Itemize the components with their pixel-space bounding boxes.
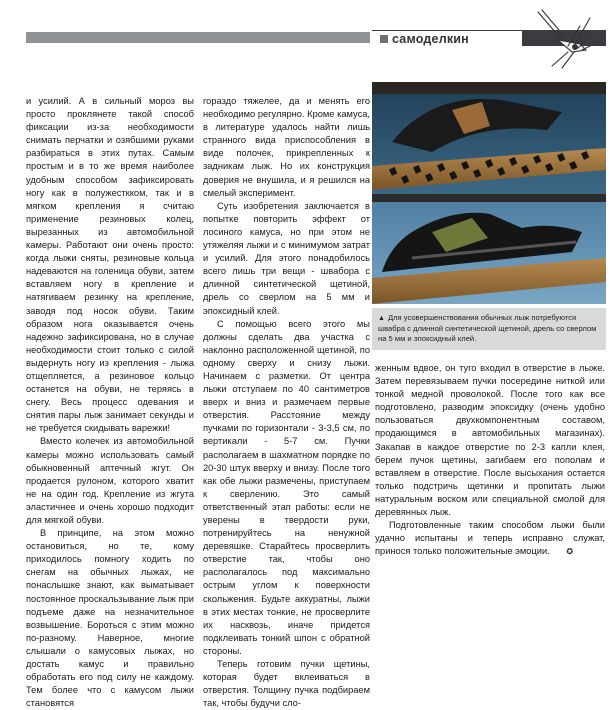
- magazine-title: [372, 31, 522, 46]
- header-bar-left: [26, 32, 370, 43]
- article-column-1: [26, 95, 194, 710]
- col1-paragraph-1: и усилий. А в сильный мороз вы просто проклянете такой способ фиксации из-за необходимости снимать перчатки и озябшими руками разбираться в этих путах. Самым простым и в то же время наиболее удобным способом зафиксировать ногу как в полужесткком, так и в мягком крепления я считаю применение резиновых колец, вырезанных из автомобильной камеры. Работают они очень просто: когда лыжи сняты, резиновые кольца надеваются на голеница обуви, затем вставляем ногу в крепление и натягиваем резинку на крепление, заводя под носок обуви. Таким образом нога оказывается очень надежно зафиксирована, но в случае необходимости стоит только с силой выдернуть ногу из крепления - лыжа отщепляется, а резиновое кольцо останется на обуви, не теряясь в снегу. Весь процесс одевания и снятия пары лыж занимает секунды и не требуется скидывать варежки!: [26, 96, 194, 434]
- col2-paragraph-2: Суть изобретения заключается в попытке повторить эффект от лосиного камуса, но при этом не утяжеляя лыжи и с минимумом затрат и усилий. Для этого понадобилось всего лишь три вещи - шваборa с длинной синтетической щетиной, дрель со сверлом на 5 мм и эпоксидный клей.: [203, 200, 370, 316]
- photo-caption: [372, 308, 606, 350]
- col2-paragraph-4: Теперь готовим пучки щетины, которая будет вклеиваться в отверстия. Толщину пучка подбираем так, чтобы будучи сло-: [203, 659, 370, 709]
- multitool-logo-icon: [528, 6, 606, 70]
- col3-paragraph-2-text: Подготовленные таким способом лыжи были удачно испытаны и теперь исправно служат, принося только положительные эмоции.: [375, 520, 605, 557]
- article-column-2: [203, 95, 370, 710]
- caption-triangle-icon: ▲: [378, 315, 385, 322]
- col3-paragraph-2: [375, 519, 605, 558]
- ski-photo-illustration: [372, 82, 606, 304]
- col2-paragraph-3: С помощью всего этого мы должны сделать два участка с наклонно расположенной щетиной, по одному сверху и снизу лыжи. Начинаем с разметки. От центра лыжи отступаем по 40 сантиметров вверх и вниз и размечаем первые отверстия. Расстояние между пучками по горизонтали - 3-3,5 см, по вертикали - 5-7 см. Пучки располагаем в шахматном порядке по 20-30 штук вверху и внизу. После того как обе лыжи размечены, приступаем к сверлению. Это самый ответственный этап работы: если не уверены в твердости руки, потренируйтесь на ненужной деревяшке. Старайтесь просверлить отверстие так, чтобы оно располагалось под максимально острым углом к поверхности скольжения. Будьте аккуратны, лыжи в этих местах тонкие, не просверлите их насквозь, иначе придется подклеивать тонкий шпон с обратной стороны.: [203, 318, 370, 656]
- article-column-3: [375, 362, 605, 558]
- ski-photo: [372, 82, 606, 304]
- col3-paragraph-1: женным вдвое, он туго входил в отверстие в лыже. Затем перевязываем пучки посередине ниткой или тонкой медной проволокой. После того как все подготовлено, разводим эпоксидку (очень удобно пользоваться двухкомпонентным составом, продающимся в автомобильных магазинах). Закапав в каждое отверстие по 2-3 капли клея, берем пучок щетины, загибаем его пополам и вставляем в отверстие. После высыхания остается только подстричь щетинки и пропитать лыжи натуральным воском или специальной смолой для деревянных лыж.: [375, 363, 605, 518]
- col1-paragraph-3: В принципе, на этом можно остановиться, но те, кому приходилось помногу ходить по снегам на обычных лыжах, не понаслышке знают, как выматывает постоянное проскальзывание лыж при подъеме даже на незначительное возвышение. Бороться с этим можно по-разному. Наверное, многие слышали о камусовых лыжах, но достать камус и правильно обработать его под силу не каждому. Тем более что с камусом лыжи становятся: [26, 528, 194, 709]
- col1-paragraph-2: Вместо колечек из автомобильной камеры можно использовать самый обыкновенный аптечный жгут. Он продается рулоном, которого хватит не на один год. Крепление из жгута эластичнее и очень хорошо подходит для мягкой обуви.: [26, 436, 194, 525]
- caption-text: Для усовершенствования обычных лыж потребуются швабра с длинной синтетической щетиной, дрель со сверлом на 5 мм и эпоксидный клей.: [378, 313, 597, 344]
- end-mark-icon: ✪: [566, 547, 574, 557]
- col2-paragraph-1: гораздо тяжелее, да и менять его необходимо регулярно. Кроме камуса, в литературе удалось найти лишь странного вида приспособления в виде полочек, прикрепленных к задникам лыж. Но их конструкция доверия не внушила, и я решился на смелый эксперимент.: [203, 96, 370, 198]
- title-square-icon: [380, 35, 388, 43]
- magazine-title-text: самоделкин: [392, 31, 469, 46]
